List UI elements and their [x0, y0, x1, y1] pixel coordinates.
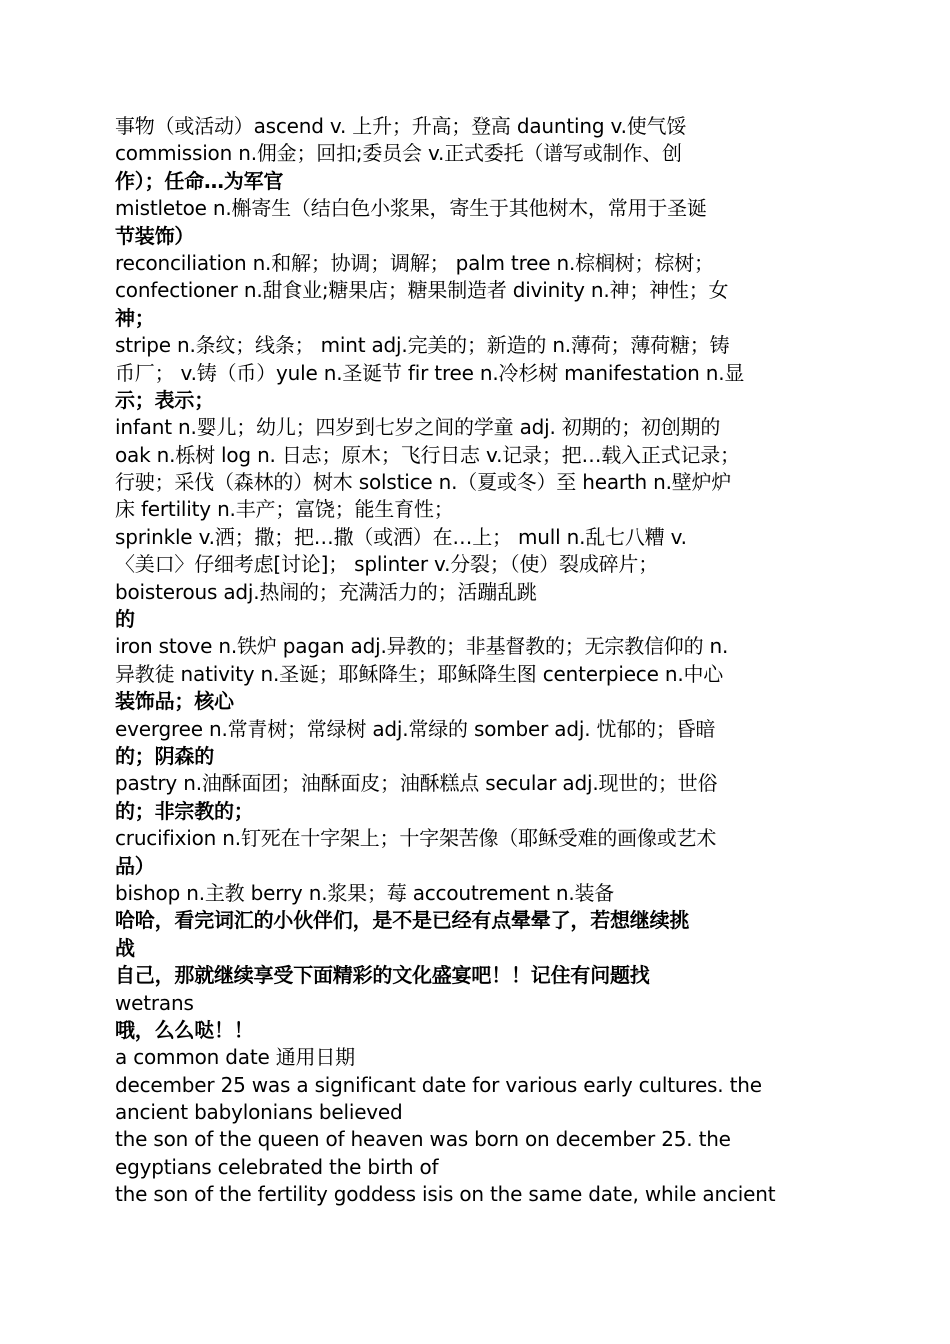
- document-page: [115, 113, 840, 1209]
- text-line: confectioner n.甜食业;糖果店；糖果制造者 divinity n.神；神性；女: [115, 278, 729, 303]
- text-line: stripe n.条纹；线条； mint adj.完美的；新造的 n.薄荷；薄荷糖；铸: [115, 333, 730, 358]
- text-line: 神；: [115, 305, 155, 330]
- text-line: infant n.婴儿；幼儿；四岁到七岁之间的学童 adj. 初期的；初创期的: [115, 415, 721, 440]
- text-line: 币厂； v.铸（币）yule n.圣诞节 fir tree n.冷杉树 manifestation n.显: [115, 360, 745, 385]
- text-line: 的: [115, 607, 135, 632]
- text-line: 异教徒 nativity n.圣诞；耶稣降生；耶稣降生图 centerpiece n.中心: [115, 661, 724, 686]
- text-line: oak n.栎树 log n. 日志；原木；飞行日志 v.记录；把…载入正式记录；: [115, 442, 740, 467]
- text-line: 战: [115, 935, 135, 960]
- text-line: 哦，么么哒！！: [115, 1017, 254, 1042]
- text-line: mistletoe n.槲寄生（结白色小浆果，寄生于其他树木，常用于圣诞: [115, 196, 707, 221]
- text-line: a common date 通用日期: [115, 1045, 355, 1070]
- text-line: 事物（或活动）ascend v. 上升；升高；登高 daunting v.使气馁: [115, 114, 687, 138]
- text-line: wetrans: [115, 990, 194, 1015]
- text-line: commission n.佣金；回扣;委员会 v.正式委托（谱写或制作、创: [115, 141, 682, 166]
- text-line: 床 fertility n.丰产；富饶；能生育性；: [115, 497, 454, 522]
- text-line: ancient babylonians believed: [115, 1100, 403, 1125]
- text-line: 行驶；采伐（森林的）树木 solstice n.（夏或冬）至 hearth n.壁炉炉: [115, 470, 732, 495]
- text-line: 自己，那就继续享受下面精彩的文化盛宴吧！！记住有问题找: [115, 963, 650, 988]
- text-line: egyptians celebrated the birth of: [115, 1154, 439, 1179]
- text-line: sprinkle v.洒；撒；把…撒（或洒）在…上； mull n.乱七八糟 v.: [115, 524, 687, 549]
- text-line: crucifixion n.钉死在十字架上；十字架苦像（耶稣受难的画像或艺术: [115, 826, 717, 851]
- text-line: bishop n.主教 berry n.浆果；莓 accoutrement n.装备: [115, 880, 615, 905]
- text-line: 品）: [115, 853, 155, 878]
- text-line: the son of the fertility goddess isis on the same date, while ancient: [115, 1182, 776, 1207]
- text-line: 作）；任命…为军官: [115, 168, 284, 193]
- text-line: pastry n.油酥面团；油酥面皮；油酥糕点 secular adj.现世的；世俗: [115, 771, 718, 796]
- text-line: 的；阴森的: [115, 743, 214, 768]
- text-line: 装饰品；核心: [115, 689, 234, 714]
- text-line: evergree n.常青树；常绿树 adj.常绿的 somber adj. 忧郁的；昏暗: [115, 716, 716, 741]
- text-line: 〈美口〉仔细考虑[讨论]； splinter v.分裂；（使）裂成碎片；: [115, 552, 659, 577]
- text-line: boisterous adj.热闹的；充满活力的；活蹦乱跳: [115, 579, 537, 604]
- text-line: 节装饰）: [115, 223, 195, 248]
- text-line: 示；表示；: [115, 387, 214, 412]
- text-line: 哈哈，看完词汇的小伙伴们，是不是已经有点晕晕了，若想继续挑: [115, 908, 690, 933]
- text-line: december 25 was a significant date for various early cultures. the: [115, 1072, 762, 1097]
- text-line: reconciliation n.和解；协调；调解； palm tree n.棕榈树；棕树；: [115, 250, 714, 275]
- text-line: 的；非宗教的；: [115, 798, 254, 823]
- text-line: the son of the queen of heaven was born on december 25. the: [115, 1127, 731, 1152]
- text-line: iron stove n.铁炉 pagan adj.异教的；非基督教的；无宗教信仰的 n.: [115, 634, 729, 659]
